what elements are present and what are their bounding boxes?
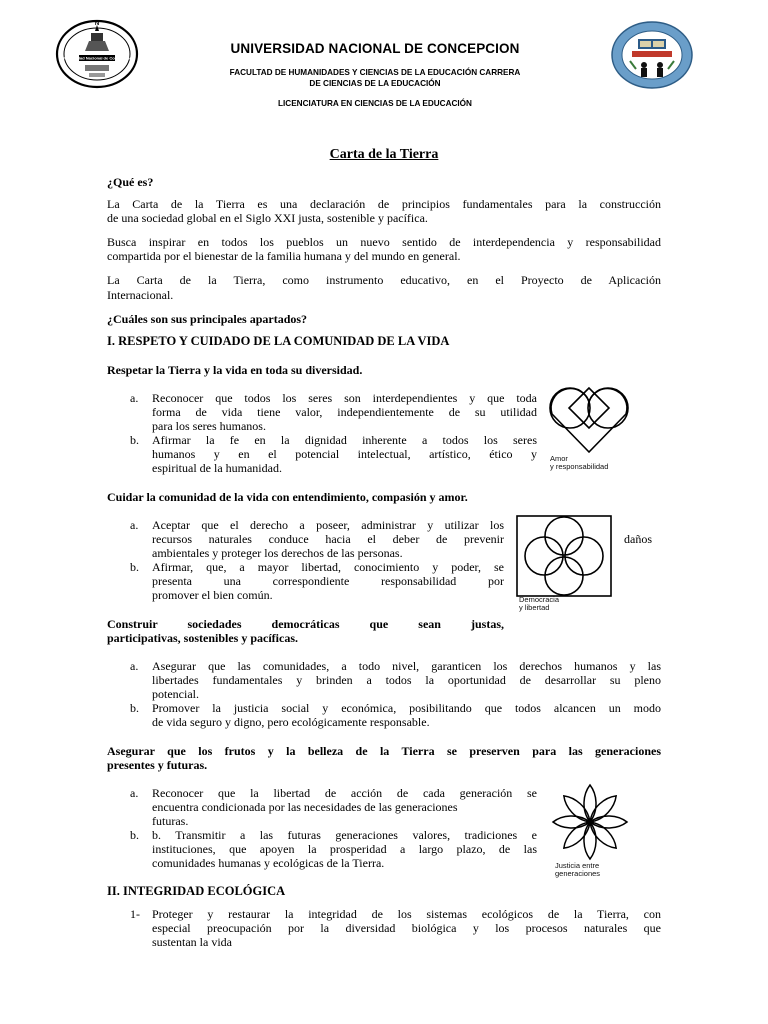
sub4-a-line1: Reconocer que la libertad de acción de cada generación se bbox=[152, 786, 537, 800]
sub2-heading: Cuidar la comunidad de la vida con entendimiento, compasión y amor. bbox=[107, 490, 468, 504]
sub3-b-line2: de vida seguro y digno, pero ecológicamente responsable. bbox=[152, 715, 430, 729]
circles-caption-line2: y libertad bbox=[519, 603, 550, 612]
what-is-p1-line2: de una sociedad global en el Siglo XXI justa, sostenible y pacífica. bbox=[107, 211, 428, 225]
sub1-b-line1: Afirmar la fe en la dignidad inherente a todos los seres bbox=[152, 433, 537, 447]
sub2-a-tail: daños bbox=[624, 532, 652, 546]
section2-item1-line1: Proteger y restaurar la integridad de los sistemas ecológicos de la Tierra, con bbox=[152, 907, 661, 921]
flower-icon bbox=[549, 782, 631, 862]
sub2-b-line3: promover el bien común. bbox=[152, 588, 273, 602]
sub4-a-line2: encuentra condicionada por las necesidades de las generaciones bbox=[152, 800, 458, 814]
logo-letter: N bbox=[94, 21, 100, 27]
sub2-a-marker: a. bbox=[130, 518, 139, 532]
heart-diamond-icon bbox=[542, 384, 636, 456]
sub4-b-line2: instituciones, que apoyen la prosperidad a largo plazo, de las bbox=[152, 842, 537, 856]
sub1-b-marker: b. bbox=[130, 433, 139, 447]
what-is-heading: ¿Qué es? bbox=[107, 175, 154, 189]
sub3-b-marker: b. bbox=[130, 701, 139, 715]
sub1-a-line2: forma de vida tiene valor, independientemente de su utilidad bbox=[152, 405, 537, 419]
sub2-b-line1: Afirmar, que, a mayor libertad, conocimiento y poder, se bbox=[152, 560, 504, 574]
section-2-heading: II. INTEGRIDAD ECOLÓGICA bbox=[107, 884, 286, 898]
sub4-a-line3: futuras. bbox=[152, 814, 189, 828]
sub3-a-line3: potencial. bbox=[152, 687, 199, 701]
sub3-heading-line1: Construir sociedades democráticas que sean justas, bbox=[107, 617, 504, 631]
sub1-a-marker: a. bbox=[130, 391, 139, 405]
university-seal-icon bbox=[55, 17, 139, 89]
sub2-b-line2: presenta una correspondiente responsabilidad por bbox=[152, 574, 504, 588]
sub2-a-line2: recursos naturales conduce hacia el deber de prevenir bbox=[152, 532, 504, 546]
interlocking-circles-icon bbox=[516, 515, 612, 597]
sub1-a-line1: Reconocer que todos los seres son interdependientes y que toda bbox=[152, 391, 537, 405]
flower-caption-line1: Justicia entre bbox=[555, 861, 600, 870]
what-is-p2-line2: compartida por el bienestar de la familia humana y del mundo en general. bbox=[107, 249, 461, 263]
logo-ring-text: Universidad Nacional de Concepción bbox=[61, 55, 133, 61]
sub4-heading-line1: Asegurar que los frutos y la belleza de la Tierra se preserven para las generaciones bbox=[107, 744, 661, 758]
sub4-b-line1: b. Transmitir a las futuras generaciones valores, tradiciones e bbox=[152, 828, 537, 842]
what-is-p3-line1: La Carta de la Tierra, como instrumento educativo, en el Proyecto de Aplicación bbox=[107, 273, 661, 287]
heart-caption-line2: y responsabilidad bbox=[550, 462, 609, 471]
university-name: UNIVERSIDAD NACIONAL DE CONCEPCION bbox=[230, 41, 520, 56]
faculty-line-1: FACULTAD DE HUMANIDADES Y CIENCIAS DE LA EDUCACIÓN CARRERA bbox=[229, 68, 521, 77]
document-title: Carta de la Tierra bbox=[329, 147, 439, 162]
sub2-a-line3: ambientales y proteger los derechos de las personas. bbox=[152, 546, 403, 560]
degree-name: LICENCIATURA EN CIENCIAS DE LA EDUCACIÓN bbox=[278, 99, 472, 108]
sub1-b-line3: espiritual de la humanidad. bbox=[152, 461, 282, 475]
sub4-b-marker: b. bbox=[130, 828, 139, 842]
what-is-p3-line2: Internacional. bbox=[107, 288, 174, 302]
sub1-b-line2: humanos y en el potencial intelectual, artístico, ético y bbox=[152, 447, 537, 461]
what-is-p2-line1: Busca inspirar en todos los pueblos un nuevo sentido de interdependencia y responsabilidad bbox=[107, 235, 661, 249]
sections-question: ¿Cuáles son sus principales apartados? bbox=[107, 312, 308, 326]
sub3-a-line1: Asegurar que las comunidades, a todo nivel, garanticen los derechos humanos y las bbox=[152, 659, 661, 673]
sub2-b-marker: b. bbox=[130, 560, 139, 574]
section-1-heading: I. RESPETO Y CUIDADO DE LA COMUNIDAD DE LA VIDA bbox=[107, 334, 450, 348]
sub4-b-line3: comunidades humanas y ecológicas de la Tierra. bbox=[152, 856, 385, 870]
faculty-line-2: DE CIENCIAS DE LA EDUCACIÓN bbox=[309, 79, 441, 88]
sub4-a-marker: a. bbox=[130, 786, 139, 800]
section2-item1-marker: 1- bbox=[130, 907, 140, 921]
sub3-a-marker: a. bbox=[130, 659, 139, 673]
sub3-heading-line2: participativas, sostenibles y pacíficas. bbox=[107, 631, 298, 645]
faculty-seal-icon bbox=[610, 21, 694, 89]
circles-caption-line1: Democracia bbox=[519, 595, 560, 604]
what-is-p1-line1: La Carta de la Tierra es una declaración de principios fundamentales para la construcción bbox=[107, 197, 661, 211]
sub1-heading: Respetar la Tierra y la vida en toda su diversidad. bbox=[107, 363, 363, 377]
sub2-a-line1: Aceptar que el derecho a poseer, administrar y utilizar los bbox=[152, 518, 504, 532]
sub3-a-line2: libertades fundamentales y brinden a todos la oportunidad de desarrollar su pleno bbox=[152, 673, 661, 687]
flower-caption-line2: generaciones bbox=[555, 869, 601, 878]
heart-caption-line1: Amor bbox=[550, 454, 568, 463]
sub3-b-line1: Promover la justicia social y económica, posibilitando que todos alcancen un modo bbox=[152, 701, 661, 715]
sub4-heading-line2: presentes y futuras. bbox=[107, 758, 208, 772]
sub1-a-line3: para los seres humanos. bbox=[152, 419, 266, 433]
section2-item1-line3: sustentan la vida bbox=[152, 935, 232, 949]
section2-item1-line2: especial preocupación por la diversidad biológica y los procesos naturales que bbox=[152, 921, 661, 935]
